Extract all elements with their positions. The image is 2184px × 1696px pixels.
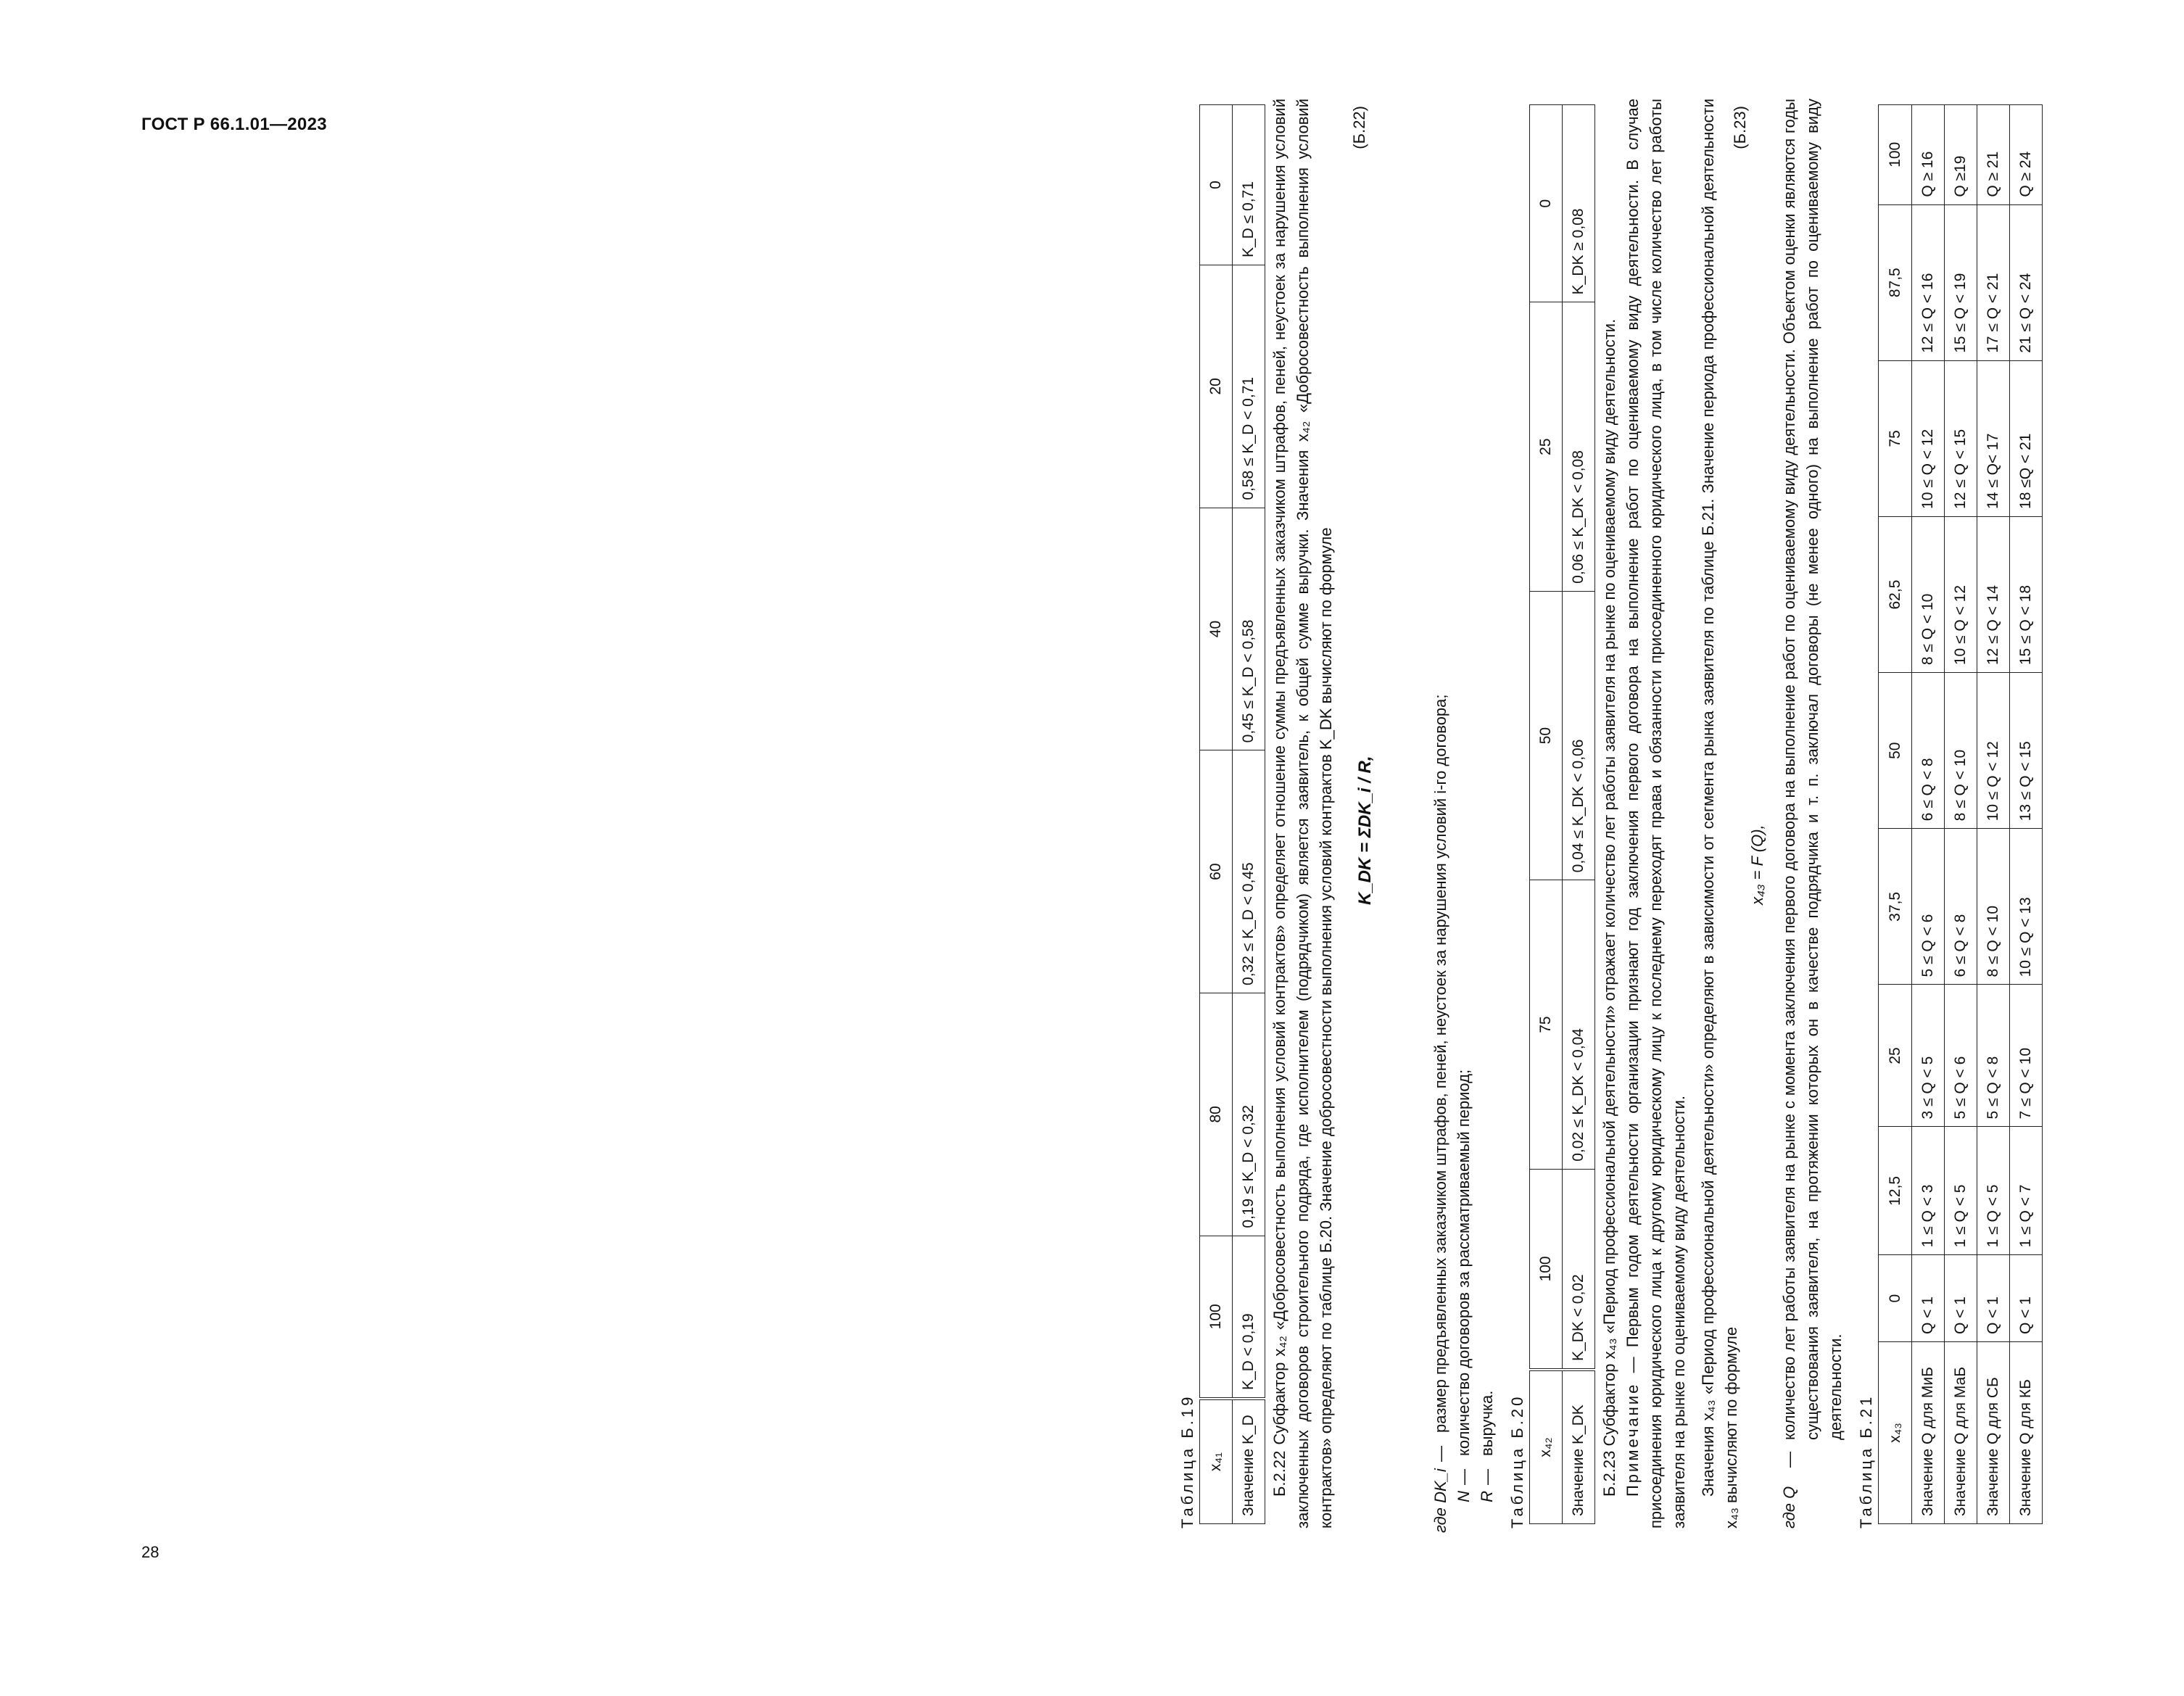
table-header-cell: 50 [1879,673,1912,829]
table-row [1563,105,1595,1524]
table-header-cell: 75 [1530,880,1563,1169]
definition-item: где DK_i — размер предъявленных заказчиком штрафов, пеней, неустоек за нарушения условий i-го договора; [1429,99,1452,1533]
table-b19 [1199,104,1265,1524]
paragraph-values-x43: Значения x₄₃ «Период профессиональной деятельности» определяют в зависимости от сегмента рынка заявителя по таблице Б.21. Значение периода профессиональной деятельности x₄₃ вычисляют по формуле [1699,99,1740,1529]
table-header-cell: 0 [1530,105,1563,302]
table-cell: 0,02 ≤ K_DK < 0,04 [1563,880,1595,1169]
table-cell: 15 ≤ Q < 18 [2010,516,2043,672]
table-row-label: Значение K_DK [1563,1370,1595,1524]
table-row [2010,105,2043,1524]
document-code: ГОСТ Р 66.1.01—2023 [141,115,327,134]
table-row-label: Значение Q для СБ [1977,1342,2010,1524]
page-number: 28 [141,1543,160,1561]
table-cell: Q < 1 [1912,1255,1945,1342]
table-cell: 0,32 ≤ K_D < 0,45 [1233,750,1265,993]
table-header-cell: 12,5 [1879,1127,1912,1255]
table-cell: 10 ≤ Q < 12 [1977,673,2010,829]
table-cell: 3 ≤ Q < 5 [1912,985,1945,1127]
table-cell: 13 ≤ Q < 15 [2010,673,2043,829]
table-cell: 0,19 ≤ K_D < 0,32 [1233,993,1265,1236]
table-header-cell: 80 [1200,993,1233,1236]
paragraph-b222: Б.2.22 Субфактор x₄₂ «Добросовестность выполнения условий контрактов» определяет отношение суммы предъявленных заказчиком штрафов, пеней, неустоек за нарушения условий заключенных договоров строительного подряда, где исполнителем (подрядчиком) является заявитель, к общей сумме выручки. Значения x₄₂ «Добросовестность выполнения условий контрактов» определяют по таблице Б.20. Значение добросовестности выполнения условий контрактов K_DK вычисляют по формуле [1270,99,1335,1529]
table-header-cell: 60 [1200,750,1233,993]
table-header-cell: 100 [1879,105,1912,205]
table-cell: 17 ≤ Q < 21 [1977,204,2010,360]
formula-x43: x₄₃ = F (Q), [1748,824,1766,905]
table-header-cell: 100 [1530,1169,1563,1370]
rotated-page-content [1176,99,2184,1533]
table-header-cell: 0 [1879,1255,1912,1342]
table-cell: Q ≥ 21 [1977,105,2010,205]
definition-symbol: где Q [1780,1486,1798,1529]
table-cell: 8 ≤ Q < 10 [1977,829,2010,985]
table-cell: 0,58 ≤ K_D < 0,71 [1233,265,1265,508]
table-cell: 5 ≤ Q < 8 [1977,985,2010,1127]
table-row-label: Значение Q для МаБ [1945,1342,1977,1524]
formula-number: (Б.22) [1350,106,1368,149]
table-cell: 12 ≤ Q < 16 [1912,204,1945,360]
table-row [1977,105,2010,1524]
table-row [1945,105,1977,1524]
table-cell: 5 ≤ Q < 6 [1945,985,1977,1127]
table-header-cell: 100 [1200,1236,1233,1399]
note-text: — Первым годом деятельности организации признают год заключения первого договора на выполнение работ по оцениваемому виду деятельности. В случае присоединения юридического лица к другому юридическому лицу к последнему переходят права и обязанности присоединенного юридического лица, в том числе количество лет работы заявителя на рынке по оцениваемому виду деятельности. [1623,99,1688,1529]
table-header-cell: 25 [1530,302,1563,591]
table-cell: K_D ≤ 0,71 [1233,105,1265,265]
table-row [1233,105,1265,1524]
table-cell: 14 ≤ Q< 17 [1977,360,2010,516]
table-cell: K_D < 0,19 [1233,1236,1265,1399]
table-header-cell: 50 [1530,591,1563,880]
table-header-cell: 20 [1200,265,1233,508]
paragraph-b223: Б.2.23 Субфактор x₄₃ «Период профессиональной деятельности» отражает количество лет работы заявителя на рынке по оцениваемому виду деятельности. [1600,318,1618,1497]
table-cell: Q ≥ 24 [2010,105,2043,205]
table-cell: Q < 1 [1945,1255,1977,1342]
table-cell: 15 ≤ Q < 19 [1945,204,1977,360]
table-cell: 6 ≤ Q < 8 [1912,673,1945,829]
formula-kdk: K_DK = ΣDK_i / R, [1355,756,1375,905]
definition-item: R — выручка. [1476,99,1499,1529]
table-cell: 5 ≤ Q < 6 [1912,829,1945,985]
table-header-cell: x₄₃ [1879,1342,1912,1524]
definitions-b22 [1429,99,1499,1533]
table-cell: 1 ≤ Q < 5 [1945,1127,1977,1255]
formula-b23 [1731,99,1775,1529]
table-cell: 10 ≤ Q < 12 [1912,360,1945,516]
table-b21-caption: Таблица Б.21 [1857,1394,1875,1529]
formula-number: (Б.23) [1731,106,1749,149]
table-cell: 7 ≤ Q < 10 [2010,985,2043,1127]
table-cell: 21 ≤ Q < 24 [2010,204,2043,360]
definition-symbol: где DK_i [1431,1468,1449,1533]
table-cell: 10 ≤ Q < 13 [2010,829,2043,985]
note-label: Примечание [1623,1382,1642,1497]
table-b20 [1529,104,1595,1524]
definition-text: размер предъявленных заказчиком штрафов, пеней, неустоек за нарушения условий i-го договора; [1431,694,1449,1433]
table-cell: Q ≥ 16 [1912,105,1945,205]
table-cell: 1 ≤ Q < 3 [1912,1127,1945,1255]
definition-item: N — количество договоров за рассматриваемый период; [1452,99,1476,1529]
table-header-cell: 0 [1200,105,1233,265]
definition-text: количество договоров за рассматриваемый период; [1455,1069,1473,1456]
table-cell: 0,06 ≤ K_DK < 0,08 [1563,302,1595,591]
table-b20-caption: Таблица Б.20 [1508,1394,1526,1529]
formula-b22 [1338,99,1425,1529]
table-cell: 1 ≤ Q < 5 [1977,1127,2010,1255]
definition-text: выручка. [1478,1390,1496,1456]
definition-symbol: N [1455,1491,1473,1502]
table-cell: K_DK ≥ 0,08 [1563,105,1595,302]
table-header-cell: 25 [1879,985,1912,1127]
table-cell: Q ≥19 [1945,105,1977,205]
table-header-cell: 75 [1879,360,1912,516]
table-row [1879,105,1912,1524]
table-row [1912,105,1945,1524]
table-header-cell: 37,5 [1879,829,1912,985]
definition-symbol: R [1478,1491,1496,1502]
table-cell: Q < 1 [1977,1255,2010,1342]
table-cell: 8 ≤ Q < 10 [1945,673,1977,829]
table-header-cell: x₄₂ [1530,1370,1563,1524]
table-b21 [1878,104,2043,1524]
table-cell: 6 ≤ Q < 8 [1945,829,1977,985]
table-row-label: Значение Q для МиБ [1912,1342,1945,1524]
table-header-cell: 62,5 [1879,516,1912,672]
table-row-label: Значение Q для КБ [2010,1342,2043,1524]
note-paragraph [1621,99,1691,1529]
table-row [1530,105,1563,1524]
table-cell: 12 ≤ Q < 14 [1977,516,2010,672]
table-row-label: Значение K_D [1233,1399,1265,1524]
table-cell: 0,04 ≤ K_DK < 0,06 [1563,591,1595,880]
table-header-cell: x₄₁ [1200,1399,1233,1524]
table-cell: 12 ≤ Q < 15 [1945,360,1977,516]
table-cell: K_DK < 0,02 [1563,1169,1595,1370]
table-cell: 1 ≤ Q < 7 [2010,1127,2043,1255]
definition-text: количество лет работы заявителя на рынке с момента заключения первого договора на выполнение работ по оцениваемому виду деятельности. Объектом оценки являются годы существования заявителя, на протяжении которых он в качестве подрядчика и т. п. заключал договоры (не менее одного) на выполнение работ по оцениваемому виду деятельности. [1780,99,1845,1440]
table-cell: Q < 1 [2010,1255,2043,1342]
table-cell: 8 ≤ Q < 10 [1912,516,1945,672]
table-cell: 0,45 ≤ K_D < 0,58 [1233,508,1265,750]
table-cell: 10 ≤ Q < 12 [1945,516,1977,672]
table-header-cell: 87,5 [1879,204,1912,360]
definition-q: где Q — количество лет работы заявителя на рынке с момента заключения первого договора на выполнение работ по оцениваемому виду деятельности. Объектом оценки являются годы существования заявителя, на протяжении которых он в качестве подрядчика и т. п. заключал договоры (не менее одного) на выполнение работ по оцениваемому виду деятельности. [1778,99,1848,1529]
table-row [1200,105,1233,1524]
table-cell: 18 ≤Q < 21 [2010,360,2043,516]
table-header-cell: 40 [1200,508,1233,750]
table-b19-caption: Таблица Б.19 [1178,1394,1196,1529]
